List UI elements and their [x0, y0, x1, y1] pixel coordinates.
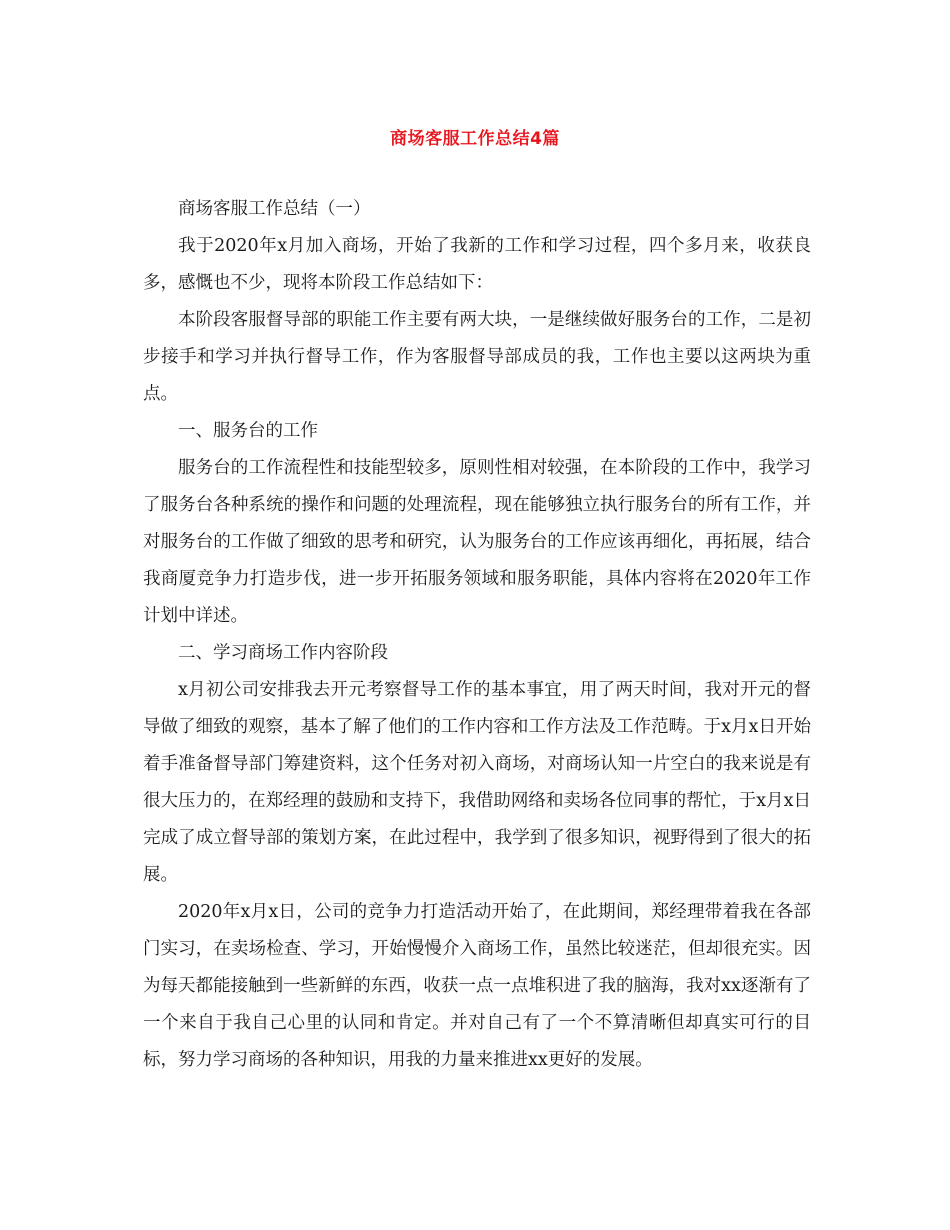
- paragraph-duties: 本阶段客服督导部的职能工作主要有两大块，一是继续做好服务台的工作，二是初步接手和学习并执行督导工作，作为客服督导部成员的我，工作也主要以这两块为重点。: [143, 310, 811, 404]
- subheading-learning: 二、学习商场工作内容阶段: [178, 643, 388, 663]
- paragraph-intro: 我于2020年x月加入商场，开始了我新的工作和学习过程，四个多月来，收获良多，感慨也不少，现将本阶段工作总结如下：: [143, 236, 811, 293]
- document-title: 商场客服工作总结4篇: [390, 129, 560, 149]
- paragraph-learning: x月初公司安排我去开元考察督导工作的基本事宜，用了两天时间，我对开元的督导做了细致的观察，基本了解了他们的工作内容和工作方法及工作范畴。于x月x日开始着手准备督导部门筹建资料，这个任务对初入商场，对商场认知一片空白的我来说是有很大压力的，在郑经理的鼓励和支持下，我借助网络和卖场各位同事的帮忙，于x月x日完成了成立督导部的策划方案，在此过程中，我学到了很多知识，视野得到了很大的拓展。: [143, 680, 811, 885]
- document-body: [143, 191, 811, 1079]
- paragraph-competitiveness: 2020年x月x日，公司的竞争力打造活动开始了，在此期间，郑经理带着我在各部门实习，在卖场检查、学习，开始慢慢介入商场工作，虽然比较迷茫，但却很充实。因为每天都能接触到一些新鲜的东西，收获一点一点堆积进了我的脑海，我对xx逐渐有了一个来自于我自己心里的认同和肯定。并对自己有了一个不算清晰但却真实可行的目标，努力学习商场的各种知识，用我的力量来推进xx更好的发展。: [143, 902, 811, 1070]
- section-heading-1: 商场客服工作总结（一）: [178, 199, 371, 219]
- paragraph-service-desk: 服务台的工作流程性和技能型较多，原则性相对较强，在本阶段的工作中，我学习了服务台各种系统的操作和问题的处理流程，现在能够独立执行服务台的所有工作，并对服务台的工作做了细致的思考和研究，认为服务台的工作应该再细化，再拓展，结合我商厦竞争力打造步伐，进一步开拓服务领域和服务职能，具体内容将在2020年工作计划中详述。: [143, 458, 811, 626]
- subheading-service-desk: 一、服务台的工作: [178, 421, 318, 441]
